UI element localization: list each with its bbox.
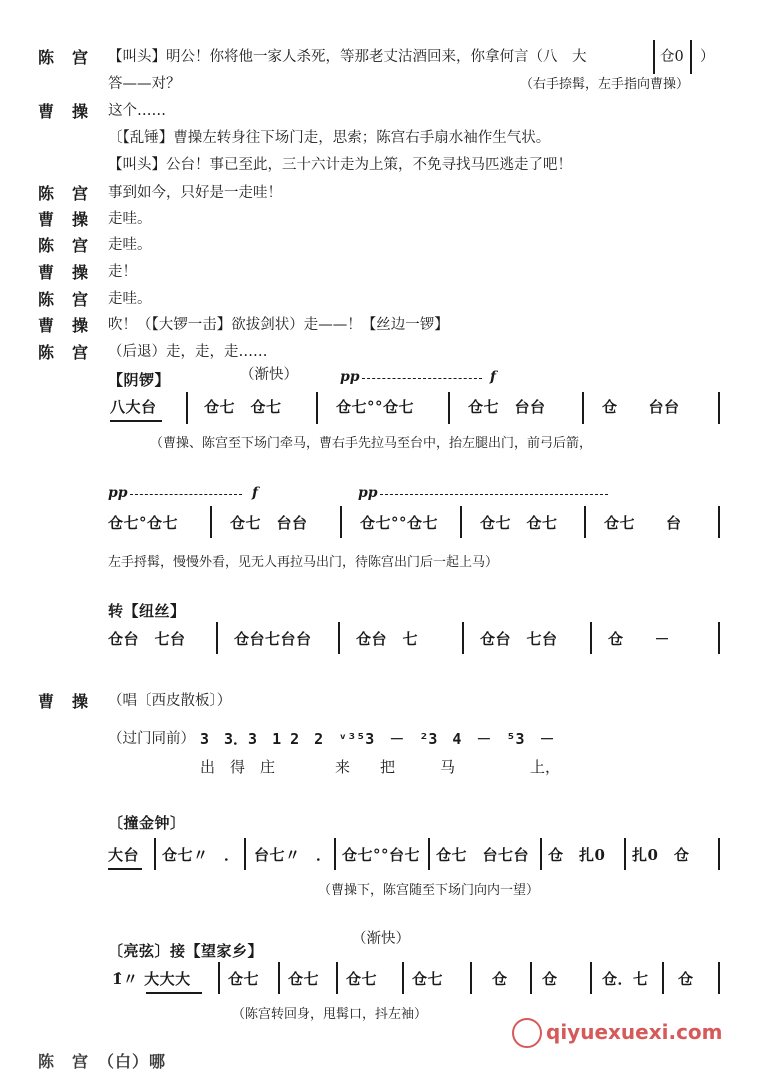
barline	[210, 506, 212, 538]
dialogue-line: 走哇。	[108, 211, 152, 227]
barline	[244, 838, 246, 870]
barline	[690, 40, 692, 74]
dialogue-line: 事到如今，只好是一走哇！	[108, 185, 282, 201]
barline	[718, 392, 720, 424]
measure: 仓七°°仓七	[360, 514, 439, 532]
measure: 仓七 台台	[230, 514, 308, 532]
dynamic-pp: pp	[108, 485, 128, 501]
speaker-cao-cao: 曹 操	[38, 263, 90, 282]
measure: 仓 －	[608, 630, 671, 648]
measure: 仓七 仓七	[480, 514, 558, 532]
barline	[718, 506, 720, 538]
measure: 仓．七	[602, 970, 649, 988]
measure: 仓七°仓七	[108, 514, 179, 532]
measure: 1̂〃 大大大	[112, 970, 191, 988]
song-label: （唱〔西皮散板〕）	[108, 693, 232, 709]
barline	[334, 838, 336, 870]
barline	[718, 838, 720, 870]
dynamic-f: f	[490, 369, 497, 385]
jianpu-notes: 3 3．3 1 2 2 ᵛ³⁵3 － ²3 4 － ⁵3 －	[200, 730, 555, 748]
measure: 仓七〃 ．	[162, 846, 240, 864]
stage-direction: （陈宫转回身，甩髯口，抖左袖）	[232, 1007, 428, 1022]
speaker-chen-gong: 陈 宫	[38, 184, 90, 203]
speaker-chen-gong: 陈 宫	[38, 236, 90, 255]
partial-line: 陈 宫 （白）哪	[38, 1052, 167, 1071]
barline	[653, 40, 655, 74]
measure: 大台	[108, 846, 140, 864]
barline	[186, 392, 188, 424]
speaker-cao-cao: 曹 操	[38, 102, 90, 121]
measure: 仓	[542, 970, 558, 988]
tempo-marking: （渐快）	[352, 931, 410, 947]
score-label: 〔撞金钟〕	[108, 814, 186, 832]
beam	[110, 420, 162, 422]
dialogue-line: ）	[700, 49, 715, 65]
measure: 仓七	[288, 970, 320, 988]
barline	[340, 506, 342, 538]
speaker-cao-cao: 曹 操	[38, 316, 90, 335]
measure: 台七〃 ．	[254, 846, 332, 864]
barline	[718, 962, 720, 994]
barline	[584, 506, 586, 538]
crescendo-dash	[380, 494, 608, 495]
stage-direction: （曹操下，陈宫随至下场门向内一望）	[318, 883, 540, 898]
barline	[448, 392, 450, 424]
measure: 仓七 台七台	[436, 846, 530, 864]
stage-direction: 左手捋髯，慢慢外看，见无人再拉马出门，待陈宫出门后一起上马）	[108, 555, 499, 570]
barline	[530, 962, 532, 994]
barline	[218, 962, 220, 994]
measure: 仓	[678, 970, 694, 988]
beam	[108, 868, 142, 870]
barline	[402, 962, 404, 994]
barline	[462, 622, 464, 654]
score-label: 【阴锣】	[108, 371, 171, 389]
speaker-cao-cao: 曹 操	[38, 692, 90, 711]
measure: 仓 台台	[602, 398, 680, 416]
crescendo-dash	[362, 378, 482, 379]
dialogue-line: 走哇。	[108, 291, 152, 307]
stage-direction: （右手捺髯，左手指向曹操）	[520, 77, 690, 92]
measure: 仓七	[228, 970, 260, 988]
measure: 仓台 七台	[108, 630, 186, 648]
barline	[590, 622, 592, 654]
barline	[540, 838, 542, 870]
measure: 仓七 台台	[468, 398, 546, 416]
barline	[460, 506, 462, 538]
measure: 扎0 仓	[632, 846, 690, 864]
dialogue-line: 这个……	[108, 103, 166, 119]
watermark: qiyuexuexi.com	[546, 1020, 723, 1044]
barline	[582, 392, 584, 424]
barline	[336, 962, 338, 994]
barline	[278, 962, 280, 994]
dialogue-line: 【叫头】明公！你将他一家人杀死，等那老丈沽酒回来，你拿何言（八 大	[108, 49, 587, 65]
measure: 仓台 七台	[480, 630, 558, 648]
dialogue-line: 吹！（【大锣一击】欲拔剑状）走——！【丝边一锣】	[108, 317, 449, 333]
stage-direction: （曹操、陈宫至下场门牵马，曹右手先拉马至台中，抬左腿出门，前弓后箭，	[150, 436, 593, 451]
barline	[154, 838, 156, 870]
lyrics: 出 得 庄 来 把 马 上，	[200, 758, 561, 776]
measure: 仓台 七	[356, 630, 419, 648]
tempo-marking: （渐快）	[240, 367, 298, 383]
score-label: 〔亮弦〕接【望家乡】	[108, 942, 264, 960]
measure: 仓七	[412, 970, 444, 988]
measure: 仓 扎0	[548, 846, 606, 864]
speaker-cao-cao: 曹 操	[38, 210, 90, 229]
measure: 仓七°°台七	[342, 846, 421, 864]
barline	[718, 622, 720, 654]
watermark-logo-icon	[512, 1018, 542, 1048]
song-prefix: （过门同前）	[108, 731, 195, 747]
dialogue-line: 走哇。	[108, 237, 152, 253]
barline	[338, 622, 340, 654]
measure: 仓	[492, 970, 508, 988]
score-label: 转【纽丝】	[108, 602, 186, 620]
speaker-chen-gong: 陈 宫	[38, 343, 90, 362]
stage-direction: 〔【乱锤】曹操左转身往下场门走，思索；陈宫右手扇水袖作生气状。	[108, 130, 551, 146]
dialogue-line: 答——对？	[108, 76, 181, 92]
measure: 仓台七台台	[234, 630, 312, 648]
dialogue-line: 仓0	[660, 49, 684, 65]
dialogue-line: 走！	[108, 264, 137, 280]
dynamic-pp: pp	[340, 369, 360, 385]
measure: 八大台	[110, 398, 157, 416]
barline	[624, 838, 626, 870]
barline	[428, 838, 430, 870]
barline	[590, 962, 592, 994]
dynamic-pp: pp	[358, 485, 378, 501]
speaker-chen-gong: 陈 宫	[38, 48, 90, 67]
speaker-chen-gong: 陈 宫	[38, 290, 90, 309]
barline	[216, 622, 218, 654]
measure: 仓七	[346, 970, 378, 988]
crescendo-dash	[130, 494, 242, 495]
dialogue-line: 【叫头】公台！事已至此，三十六计走为上策，不免寻找马匹逃走了吧！	[108, 157, 572, 173]
barline	[316, 392, 318, 424]
dialogue-line: （后退）走，走，走……	[108, 344, 268, 360]
measure: 仓七°°仓七	[336, 398, 415, 416]
beam	[146, 992, 202, 994]
measure: 仓七 仓七	[204, 398, 282, 416]
barline	[470, 962, 472, 994]
barline	[662, 962, 664, 994]
dynamic-f: f	[252, 485, 259, 501]
measure: 仓七 台	[604, 514, 682, 532]
